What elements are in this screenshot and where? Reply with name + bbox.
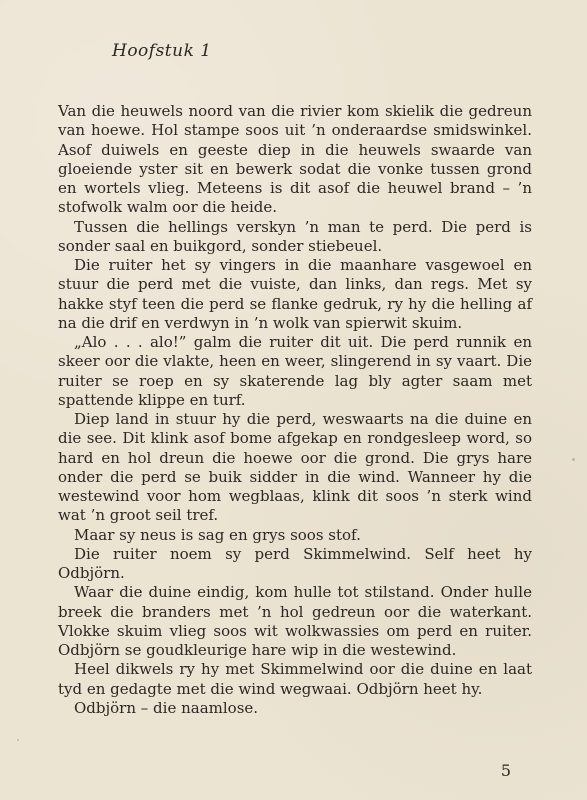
paragraph-2: Tussen die hellings verskyn ’n man te perd. Die perd is sonder saal en buikgord, sonder stiebeuel. [58, 217, 532, 255]
paragraph-4: „Alo . . . alo!” galm die ruiter dit uit. Die perd runnik en skeer oor die vlakte, heen en weer, slingerend in sy vaart. Die ruiter se roep en sy skaterende lag bly agter saam met spattende klippe en turf. [58, 333, 532, 409]
paragraph-5: Diep land in stuur hy die perd, weswaarts na die duine en die see. Dit klink asof bome afgekap en rondgesleep word, so hard en hol dreun die hoewe oor die grond. Die grys hare onder die perd se buik sidder in die wind. Wanneer hy die westewind voor hom wegblaas, klink dit soos ’n sterk wind wat ’n groot seil tref. [58, 410, 532, 525]
paper-speck [572, 458, 575, 461]
chapter-title: Hoofstuk 1 [112, 41, 212, 61]
paragraph-8: Waar die duine eindig, kom hulle tot stilstand. Onder hulle breek die branders met ’n hol gedreun oor die waterkant. Vlokke skuim vlieg soos wit wolkwassies om perd en ruiter. Odbjörn se goudkleurige hare wip in die westewind. [58, 583, 532, 659]
chapter-body [58, 102, 532, 718]
paper-speck [17, 739, 19, 741]
paragraph-1: Van die heuwels noord van die rivier kom skielik die gedreun van hoewe. Hol stampe soos uit ’n onderaardse smidswinkel. Asof duiwels en geeste diep in die heuwels swaarde van gloeiende yster sit en bewerk sodat die vonke tussen grond en wortels vlieg. Meteens is dit asof die heuwel brand – ’n stofwolk walm oor die heide. [58, 102, 532, 217]
page-number: 5 [500, 761, 511, 780]
paragraph-3: Die ruiter het sy vingers in die maanhare vasgewoel en stuur die perd met die vuiste, dan links, dan regs. Met sy hakke styf teen die perd se flanke gedruk, ry hy die helling af na die drif en verdwyn in ’n wolk van spierwit skuim. [58, 256, 532, 332]
paragraph-7: Die ruiter noem sy perd Skimmelwind. Self heet hy Odbjörn. [58, 544, 532, 582]
paragraph-6: Maar sy neus is sag en grys soos stof. [74, 525, 361, 544]
paragraph-9: Heel dikwels ry hy met Skimmelwind oor die duine en laat tyd en gedagte met die wind wegwaai. Odbjörn heet hy. [58, 660, 532, 698]
paragraph-10: Odbjörn – die naamlose. [74, 698, 259, 717]
